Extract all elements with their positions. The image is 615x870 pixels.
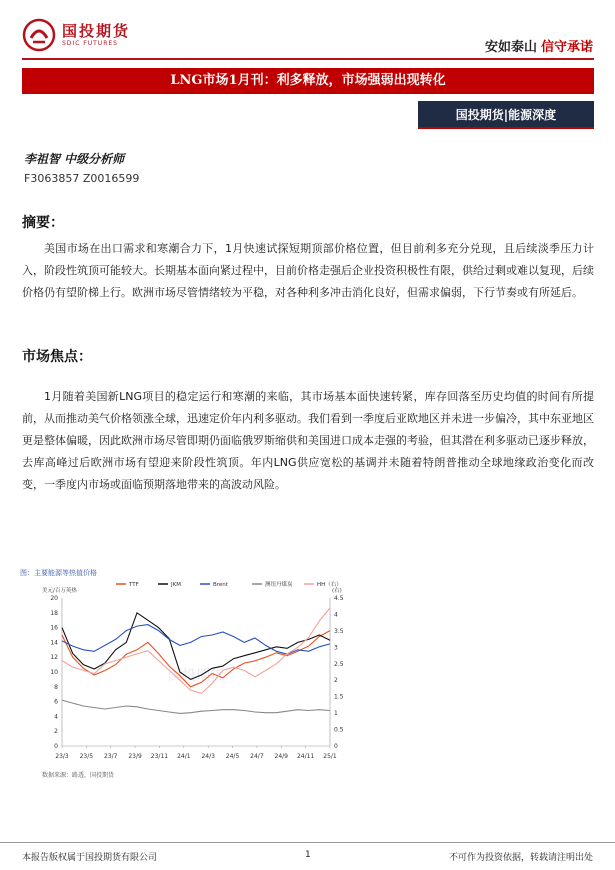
y-tick-left: 16	[50, 624, 58, 632]
x-tick-label: 24/5	[225, 753, 240, 760]
price-chart-figure	[20, 568, 352, 778]
y-tick-left: 8	[54, 683, 58, 691]
y-tick-right: 2.5	[334, 660, 344, 668]
figure-caption: 图：主要能源等热值价格	[20, 569, 97, 577]
logo-emblem-icon	[22, 18, 56, 52]
company-logo	[22, 18, 130, 52]
x-tick-label: 23/3	[55, 753, 69, 760]
x-tick-label: 25/1	[323, 753, 337, 760]
series-line-Brent	[62, 625, 330, 655]
x-tick-label: 23/9	[128, 753, 142, 760]
header-divider	[22, 58, 594, 60]
x-tick-label: 23/5	[79, 753, 94, 760]
legend-label: JKM	[171, 582, 181, 588]
y-tick-right: 3	[334, 644, 338, 652]
y-tick-right: 3.5	[334, 627, 344, 635]
y-tick-right: 4.5	[334, 595, 344, 602]
chart-watermark: 国投期货	[168, 668, 224, 684]
page-header	[0, 0, 615, 60]
y-tick-left: 2	[54, 728, 58, 736]
y-tick-right: 1.5	[334, 693, 344, 701]
y-tick-left: 10	[50, 669, 58, 676]
y-tick-left: 18	[50, 609, 58, 617]
series-line-澳纽丹煤炭	[62, 700, 330, 713]
report-title: LNG市场1月刊：利多释放，市场强弱出现转化	[22, 68, 594, 94]
y-axis-label-left: 美元/百万英热	[42, 588, 77, 594]
footer-copyright: 本报告版权属于国投期货有限公司	[22, 853, 158, 863]
y-tick-left: 6	[54, 698, 58, 706]
footer-divider	[0, 842, 615, 843]
footer-disclaimer: 不可作为投资依据，转载请注明出处	[448, 853, 593, 863]
slogan-part-2: 信守承诺	[540, 40, 593, 55]
author-license: F3063857 Z0016599	[24, 172, 140, 185]
page-number: 1	[305, 850, 311, 860]
y-tick-right: 0.5	[334, 726, 344, 734]
y-tick-right: 0	[334, 743, 338, 750]
x-tick-label: 23/11	[150, 753, 169, 760]
legend-label: 澳纽丹煤炭	[265, 582, 293, 588]
legend-label: Brent	[213, 582, 228, 588]
slogan-part-1: 安如泰山	[484, 40, 537, 55]
y-tick-left: 14	[50, 639, 58, 647]
focus-paragraph: 1月随着美国新LNG项目的稳定运行和寒潮的来临，其市场基本面快速转紧，库存回落至历史均值的时间有所提前，从而推动美气价格领涨全球，迅速定价年内利多驱动。我们看到一季度后亚欧地区并未进一步偏冷，其中东亚地区更是整体偏暖，因此欧洲市场尽管即期仍面临俄罗斯缩供和美国进口成本走强的考验，但其潜在利多驱动已逐步释放，去库高峰过后欧洲市场有望迎来阶段性筑顶。年内LNG供应宽松的基调并未随着特朗普推动全球地缘政治变化而改变，一季度内市场或面临预期落地带来的高波动风险。	[22, 390, 594, 491]
x-tick-label: 24/1	[177, 753, 191, 760]
y-tick-right: 2	[334, 677, 338, 685]
y-axis-label-right: (右)	[332, 588, 342, 594]
x-tick-label: 24/11	[296, 753, 315, 760]
x-tick-label: 24/3	[201, 753, 215, 760]
y-tick-left: 12	[50, 654, 58, 662]
y-tick-left: 0	[54, 743, 58, 750]
x-tick-label: 23/7	[103, 753, 118, 760]
x-tick-label: 24/7	[250, 753, 264, 760]
figure-source: 数据来源：路透，国投期货	[42, 772, 115, 779]
legend-label: TTF	[129, 582, 139, 588]
x-tick-label: 24/9	[274, 753, 289, 760]
summary-heading: 摘要：	[22, 215, 64, 231]
focus-heading: 市场焦点：	[22, 349, 92, 365]
y-tick-left: 4	[54, 713, 58, 721]
slogan	[485, 36, 593, 55]
price-line-chart	[20, 578, 352, 778]
legend-label: HH（右）	[317, 582, 342, 588]
summary-paragraph: 美国市场在出口需求和寒潮合力下，1月快速试探短期顶部价格位置，但目前利多充分兑现，且后续淡季压力计入，阶段性筑顶可能较大。长期基本面向紧过程中，目前价格走强后企业投资积极性有限，供给过剩或难以复现，后续价格仍有望阶梯上行。欧洲市场尽管情绪较为平稳，对各种利多冲击消化良好，但需求偏弱，下行节奏或有所延后。	[22, 242, 594, 299]
logo-chinese: 国投期货	[62, 22, 131, 40]
y-tick-right: 1	[334, 710, 338, 718]
report-category-tag: 国投期货|能源深度	[418, 101, 594, 129]
y-tick-left: 20	[50, 595, 58, 602]
logo-english: SDIC FUTURES	[62, 40, 118, 47]
y-tick-right: 4	[334, 611, 338, 619]
author-name: 李祖智 中级分析师	[24, 152, 125, 166]
